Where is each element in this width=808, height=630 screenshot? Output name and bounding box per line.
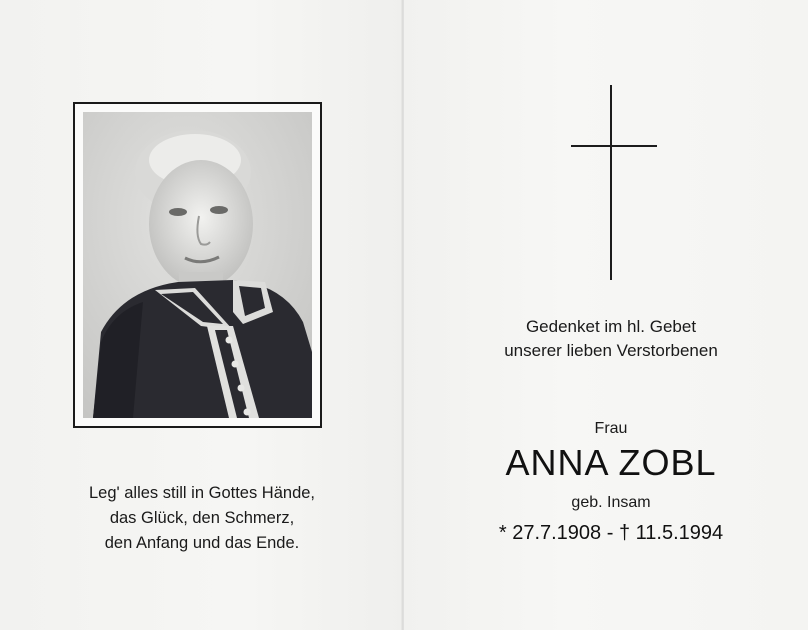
latin-cross-icon-bar [571, 145, 657, 147]
verse-text [40, 481, 364, 556]
portrait-frame [73, 102, 322, 428]
verse-line-2: das Glück, den Schmerz, [109, 509, 295, 527]
prayer-text [444, 315, 778, 363]
portrait-photo [83, 112, 312, 418]
life-dates: * 27.7.1908 - † 11.5.1994 [498, 522, 724, 544]
honorific: Frau [594, 420, 628, 437]
prayer-line-2: unserer lieben Verstorbenen [504, 341, 718, 360]
birth-name: geb. Insam [571, 494, 651, 511]
verse-line-1: Leg' alles still in Gottes Hände, [88, 484, 316, 502]
verse-line-3: den Anfang und das Ende. [104, 534, 300, 552]
prayer-line-1: Gedenket im hl. Gebet [525, 317, 697, 336]
portrait-image [83, 112, 312, 418]
latin-cross-icon [610, 85, 612, 280]
deceased-name: ANNA ZOBL [505, 442, 717, 483]
